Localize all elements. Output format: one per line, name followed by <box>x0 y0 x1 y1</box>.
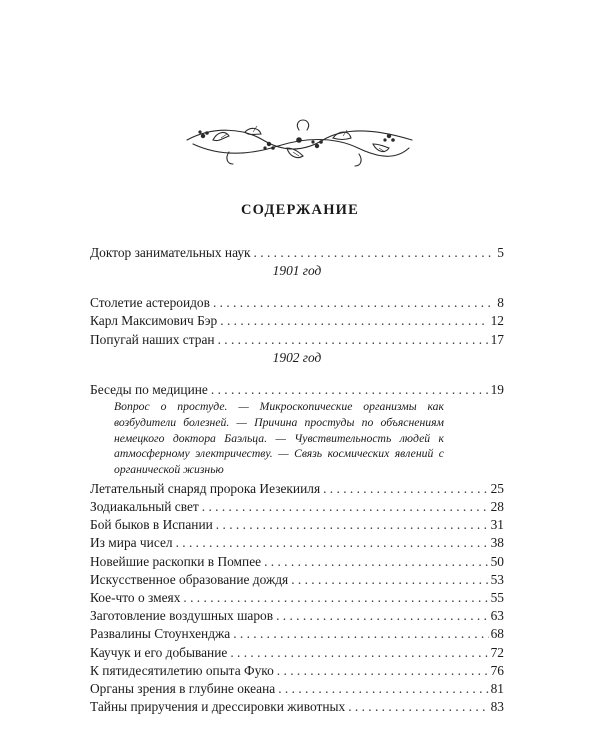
leader-dots <box>278 680 488 698</box>
leader-dots <box>211 381 489 399</box>
section-year-heading: 1902 год <box>272 349 322 365</box>
page-title: СОДЕРЖАНИЕ <box>240 202 360 218</box>
toc-entry-title: Столетие астероидов <box>90 295 210 311</box>
leader-dots <box>254 244 496 262</box>
toc-entry[interactable] <box>90 516 504 534</box>
toc-entry[interactable] <box>90 662 504 680</box>
toc-entry-page: 83 <box>490 699 504 715</box>
toc-entry[interactable] <box>90 244 504 262</box>
toc-entry-title: Кое-что о змеях <box>90 590 181 606</box>
toc-entry-description: Вопрос о простуде. — Микроскопические организмы как возбудители болезней. — Причина простуды по объяснениям немецкого доктора Баэльца. — Чувствительность людей к атмосферному электричеству. — Связь космических явлений с органической жизнью <box>114 399 444 477</box>
toc-entry-page: 76 <box>490 662 504 678</box>
toc-entry-page: 81 <box>490 680 504 696</box>
leader-dots <box>277 662 489 680</box>
toc-entry-title: Каучук и его добывание <box>90 644 228 660</box>
toc-entry-title: Зодиакальный свет <box>90 499 199 515</box>
leader-dots <box>230 644 488 662</box>
toc-entry-page: 25 <box>490 480 504 496</box>
toc-entry-title: Развалины Стоунхенджа <box>90 626 231 642</box>
toc-entry[interactable] <box>90 644 504 662</box>
toc-entry-title: Попугай наших стран <box>90 331 215 347</box>
toc-entry[interactable] <box>90 498 504 516</box>
leader-dots <box>202 498 489 516</box>
toc-entry[interactable] <box>90 571 504 589</box>
leader-dots <box>218 331 489 349</box>
toc-entry-title: Беседы по медицине <box>90 381 208 397</box>
toc-entry-title: Искусственное образование дождя <box>90 571 289 587</box>
leader-dots <box>323 480 489 498</box>
toc-entry[interactable] <box>90 553 504 571</box>
toc-entry[interactable] <box>90 480 504 498</box>
toc-entry-page: 50 <box>490 553 504 569</box>
toc-entry-page: 12 <box>490 313 504 329</box>
toc-entry-page: 5 <box>497 245 504 260</box>
toc-entry-title: Летательный снаряд пророка Иезекииля <box>90 480 321 496</box>
leader-dots <box>176 534 489 552</box>
vine-ornament-icon <box>183 118 416 170</box>
leader-dots <box>233 625 488 643</box>
toc-entry-title: Доктор занимательных наук <box>90 245 251 260</box>
toc-entry[interactable] <box>90 589 504 607</box>
leader-dots <box>291 571 488 589</box>
table-of-contents <box>90 244 504 716</box>
toc-entry-title: Карл Максимович Бэр <box>90 313 218 329</box>
toc-entry-page: 55 <box>490 590 504 606</box>
toc-entry-title: К пятидесятилетию опыта Фуко <box>90 662 274 678</box>
toc-entry[interactable] <box>90 698 504 716</box>
leader-dots <box>264 553 489 571</box>
leader-dots <box>276 607 489 625</box>
toc-entry-page: 8 <box>497 295 504 311</box>
toc-entry[interactable] <box>90 607 504 625</box>
toc-entry-page: 68 <box>490 626 504 642</box>
toc-entry[interactable] <box>90 625 504 643</box>
toc-entry-page: 53 <box>490 571 504 587</box>
leader-dots <box>183 589 488 607</box>
toc-entry-title: Заготовление воздушных шаров <box>90 608 274 624</box>
toc-entry-page: 19 <box>490 381 504 397</box>
toc-entry[interactable] <box>90 381 504 399</box>
toc-entry[interactable] <box>90 534 504 552</box>
toc-entry-title: Тайны приручения и дрессировки животных <box>90 699 346 715</box>
toc-entry-page: 63 <box>490 608 504 624</box>
section-year-heading: 1901 год <box>272 263 322 279</box>
toc-entry-page: 38 <box>490 535 504 551</box>
toc-entry-title: Из мира чисел <box>90 535 173 551</box>
toc-entry[interactable] <box>90 312 504 330</box>
toc-entry-title: Новейшие раскопки в Помпее <box>90 553 262 569</box>
toc-entry[interactable] <box>90 294 504 312</box>
toc-entry[interactable] <box>90 331 504 349</box>
toc-entry-title: Бой быков в Испании <box>90 517 213 533</box>
toc-entry-page: 72 <box>490 644 504 660</box>
toc-entry-page: 17 <box>490 331 504 347</box>
leader-dots <box>213 294 495 312</box>
toc-entry-page: 28 <box>490 499 504 515</box>
leader-dots <box>216 516 489 534</box>
toc-entry-page: 31 <box>490 517 504 533</box>
toc-entry[interactable] <box>90 680 504 698</box>
toc-entry-title: Органы зрения в глубине океана <box>90 680 276 696</box>
leader-dots <box>348 698 488 716</box>
leader-dots <box>220 312 488 330</box>
